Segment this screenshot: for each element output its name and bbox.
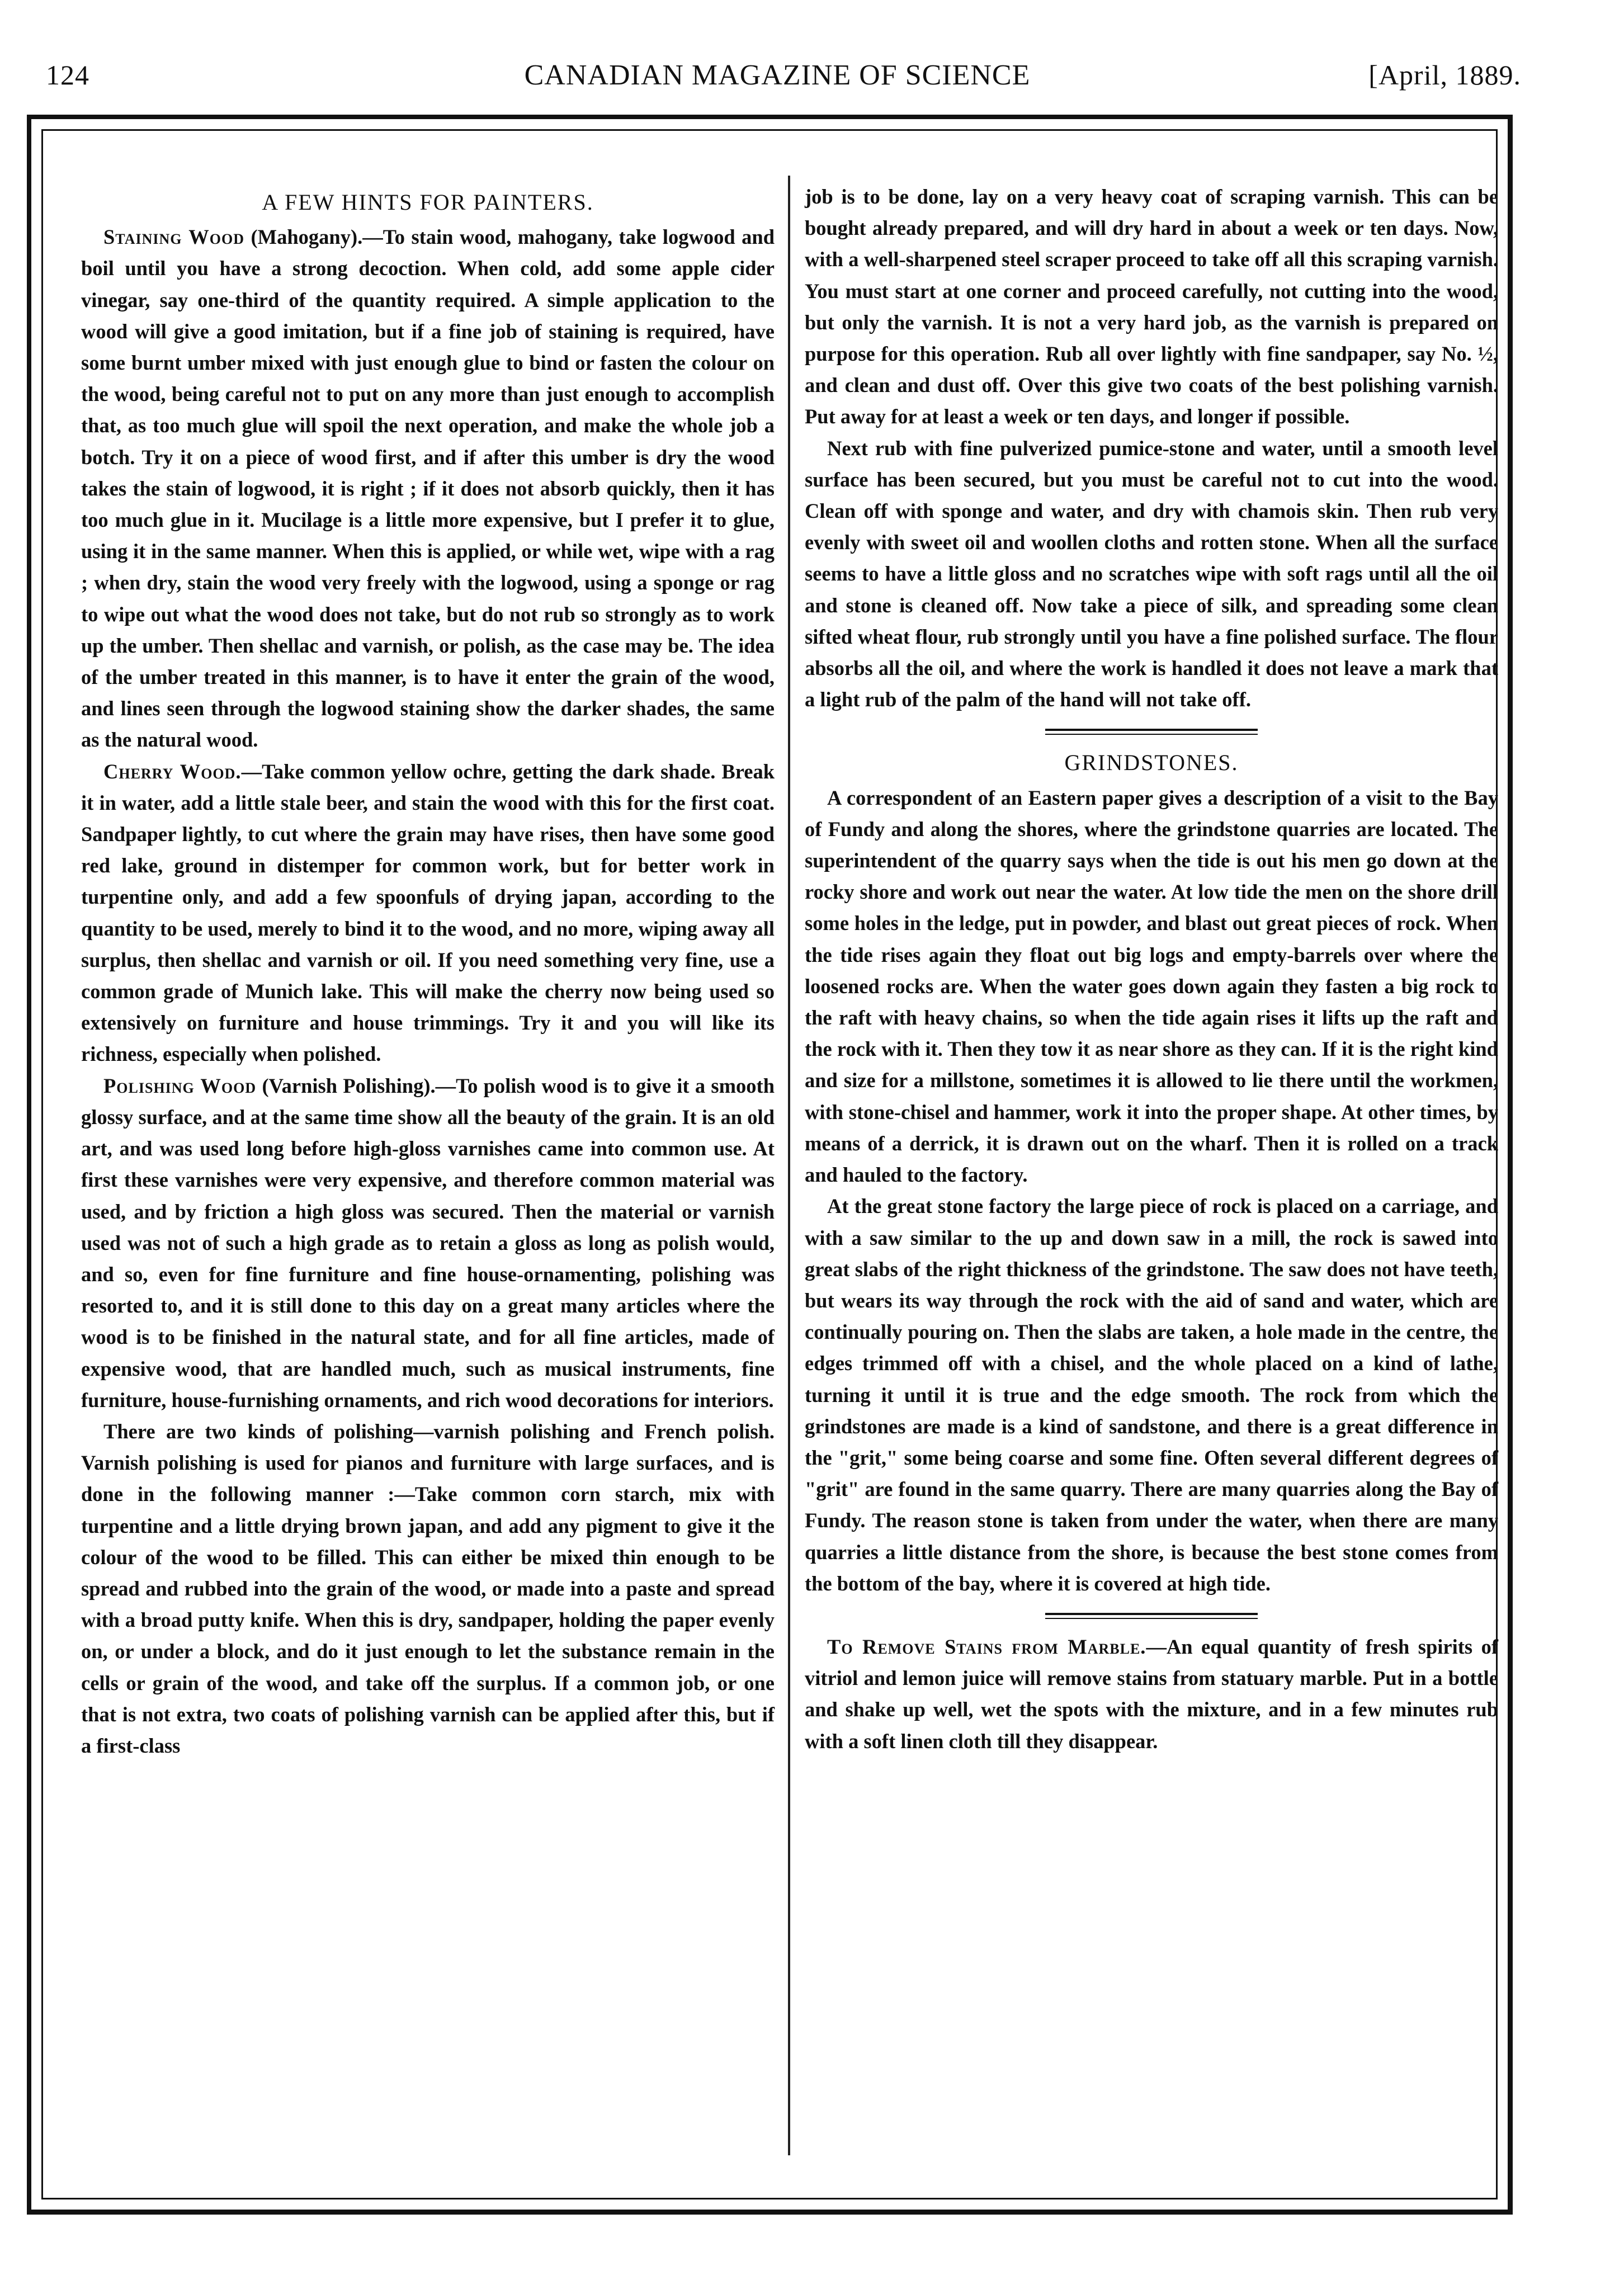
issue-date: [April, 1889.: [1368, 59, 1521, 91]
left-column: [81, 181, 775, 1762]
page-number: 124: [46, 59, 89, 91]
run-in-head-polishing: Polishing Wood: [103, 1074, 257, 1097]
running-head: [34, 53, 1521, 98]
paragraph-cherry: [81, 756, 775, 1070]
right-column: [805, 181, 1498, 1757]
paragraph-grindstones-2: At the great stone factory the large piece of rock is placed on a carriage, and with a saw similar to the up and down saw in a mill, the rock is sawed into great slabs of the right thickness of the grindstone. The saw does not have teeth, but wears its way through the rock with the aid of sand and water, which are continually pouring on. Then the slabs are taken, a hole made in the centre, the edges trimmed off with a chisel, and the whole placed on a kind of lathe, turning it until it is true and the edge smooth. The rock from which the grindstones are made is a kind of sandstone, and there is a great difference in the "grit," some being coarse and some fine. Often several different degrees of "grit" are found in the same quarry. There are many quarries along the Bay of Fundy. The reason stone is taken from under the water, when there are many quarries a little distance from the shore, is because the best stone comes from the bottom of the bay, where it is covered at high tide.: [805, 1195, 1498, 1595]
column-divider: [788, 176, 790, 2155]
paragraph-staining: [81, 221, 775, 756]
cherry-text: —Take common yellow ochre, getting the dark shade. Break it in water, add a little stale beer, and stain the wood with this for the first coat. Sandpaper lightly, to cut where the grain may have rises, then have some good red lake, ground in distemper for common work, but for better work in turpentine only, and add a few spoonfuls of drying japan, according to the quantity to be used, merely to bind it to the wood, and no more, wiping away all surplus, then shellac and varnish or oil. If you need something very fine, use a common grade of Munich lake. This will make the cherry now being used so extensively on furniture and house trimmings. Try it and you will like its richness, especially when polished.: [81, 759, 775, 1066]
marble-text: —An equal quantity of fresh spirits of vitriol and lemon juice will remove stains from statuary marble. Put in a bottle and shake up well, wet the spots with the mixture, and in a few minutes rub with a soft linen cloth till they disappear.: [805, 1635, 1498, 1753]
polishing-text: (Varnish Polishing).—To polish wood is to give it a smooth glossy surface, and at the same time show all the beauty of the grain. It is an old art, and was used long before high-gloss varnishes came into common use. At first these varnishes were very expensive, and therefore common material was used, and by friction a high gloss was secured. Then the material or varnish used was not of such a high grade as to retain a gloss as long as polish would, and so, even for fine furniture and fine house-ornamenting, polishing was resorted to, and it is still done to this day on a great many articles where the wood is to be finished in the natural state, and for all fine articles, made of expensive wood, that are handled much, such as musical instruments, fine furniture, house-furnishing ornaments, and rich wood decorations for interiors.: [81, 1074, 775, 1412]
article-title-grindstones: GRINDSTONES.: [1064, 750, 1239, 776]
paragraph-continued: job is to be done, lay on a very heavy coat of scraping varnish. This can be bought already prepared, and will dry hard in about a week or ten days. Now, with a well-sharpened steel scraper proceed to take off all this scraping varnish. You must start at one corner and proceed carefully, not cutting into the wood, but only the varnish. It is not a very hard job, as the varnish is prepared on purpose for this operation. Rub all over lightly with fine sandpaper, say No. ½, and clean and dust off. Over this give two coats of the best polishing varnish. Put away for at least a week or ten days, and longer if possible.: [805, 185, 1498, 428]
paragraph-two-kinds: There are two kinds of polishing—varnish polishing and French polish. Varnish polishing is used for pianos and furniture with large surfaces, and is done in the following manner :—Take common corn starch, mix with turpentine and a little drying brown japan, and add any pigment to give it the colour of the wood to be filled. This can either be mixed thin enough to be spread and rubbed into the grain of the wood, or made into a paste and spread with a broad putty knife. When this is dry, sandpaper, holding the paper evenly on, or under a block, and do it just enough to let the substance remain in the cells or grain of the wood, and take off the surplus. If a common job, or one that is not extra, two coats of polishing varnish can be applied after this, but if a first-class: [81, 1419, 775, 1757]
staining-text: (Mahogany).—To stain wood, mahogany, take logwood and boil until you have a strong decoction. When cold, add some apple cider vinegar, say one-third of the quantity required. A simple application to the wood will give a good imitation, but if a fine job of staining is required, have some burnt umber mixed with just enough glue to bind or fasten the colour on the wood, being careful not to put on any more than just enough to accomplish that, as too much glue will spoil the next operation, and make the whole job a botch. Try it on a piece of wood first, and if after this umber is dry the wood takes the stain of logwood, it is right ; if it does not absorb quickly, then it has too much glue in it. Mucilage is a little more expensive, but I prefer it to glue, using it in the same manner. When this is applied, or while wet, wipe with a rag ; when dry, stain the wood very freely with the logwood, using a sponge or rag to wipe out what the wood does not take, but do not rub so strongly as to work up the umber. Then shellac and varnish, or polish, as the case may be. The idea of the umber treated in this manner, is to have it enter the grain of the wood, and lines seen through the logwood staining show the darker shades, the same as the natural wood.: [81, 225, 775, 752]
article-title-painters: A FEW HINTS FOR PAINTERS.: [262, 190, 594, 215]
paragraph-grindstones-1: A correspondent of an Eastern paper gives a description of a visit to the Bay of Fundy and along the shores, where the grindstone quarries are located. The superintendent of the quarry says when the tide is out his men go down at the rocky shore and work out near the water. At low tide the men on the shore drill some holes in the ledge, put in powder, and blast out great pieces of rock. When the tide rises again they float out big logs and empty-barrels over where the loosened rocks are. When the water goes down again they fasten a big rock to the raft with heavy chains, so when the tide again rises it lifts up the raft and the rock with it. Then they tow it as near shore as they can. If it is the right kind and size for a millstone, sometimes it is allowed to lie there until the workmen, with stone-chisel and hammer, work it into the proper shape. At other times, by means of a derrick, it is drawn out on the wharf. Then it is rolled on a track and hauled to the factory.: [805, 786, 1498, 1187]
paragraph-pumice: Next rub with fine pulverized pumice-stone and water, until a smooth level surface has been secured, but you must be careful not to cut into the wood. Clean off with sponge and water, and dry with chamois skin. Then rub very evenly with sweet oil and woollen cloths and rotten stone. When all the surface seems to have a little gloss and no scratches wipe with soft rags until all the oil and stone is cleaned off. Now take a piece of silk, and spreading some clean sifted wheat flour, rub strongly until you have a fine polished surface. The flour absorbs all the oil, and where the work is handled it does not leave a mark that a light rub of the palm of the hand will not take off.: [805, 436, 1498, 711]
page-frame: [27, 115, 1513, 2215]
section-separator-rule: [1045, 729, 1258, 735]
page-frame-inner: [41, 129, 1498, 2199]
section-separator-rule-2: [1045, 1613, 1258, 1619]
paragraph-polishing: [81, 1070, 775, 1416]
run-in-head-cherry: Cherry Wood.: [103, 759, 242, 783]
run-in-head-staining: Staining Wood: [103, 225, 245, 249]
paragraph-marble: [805, 1631, 1498, 1757]
magazine-title: CANADIAN MAGAZINE OF SCIENCE: [524, 59, 1031, 91]
run-in-head-marble: To Remove Stains from Marble.: [827, 1635, 1146, 1658]
